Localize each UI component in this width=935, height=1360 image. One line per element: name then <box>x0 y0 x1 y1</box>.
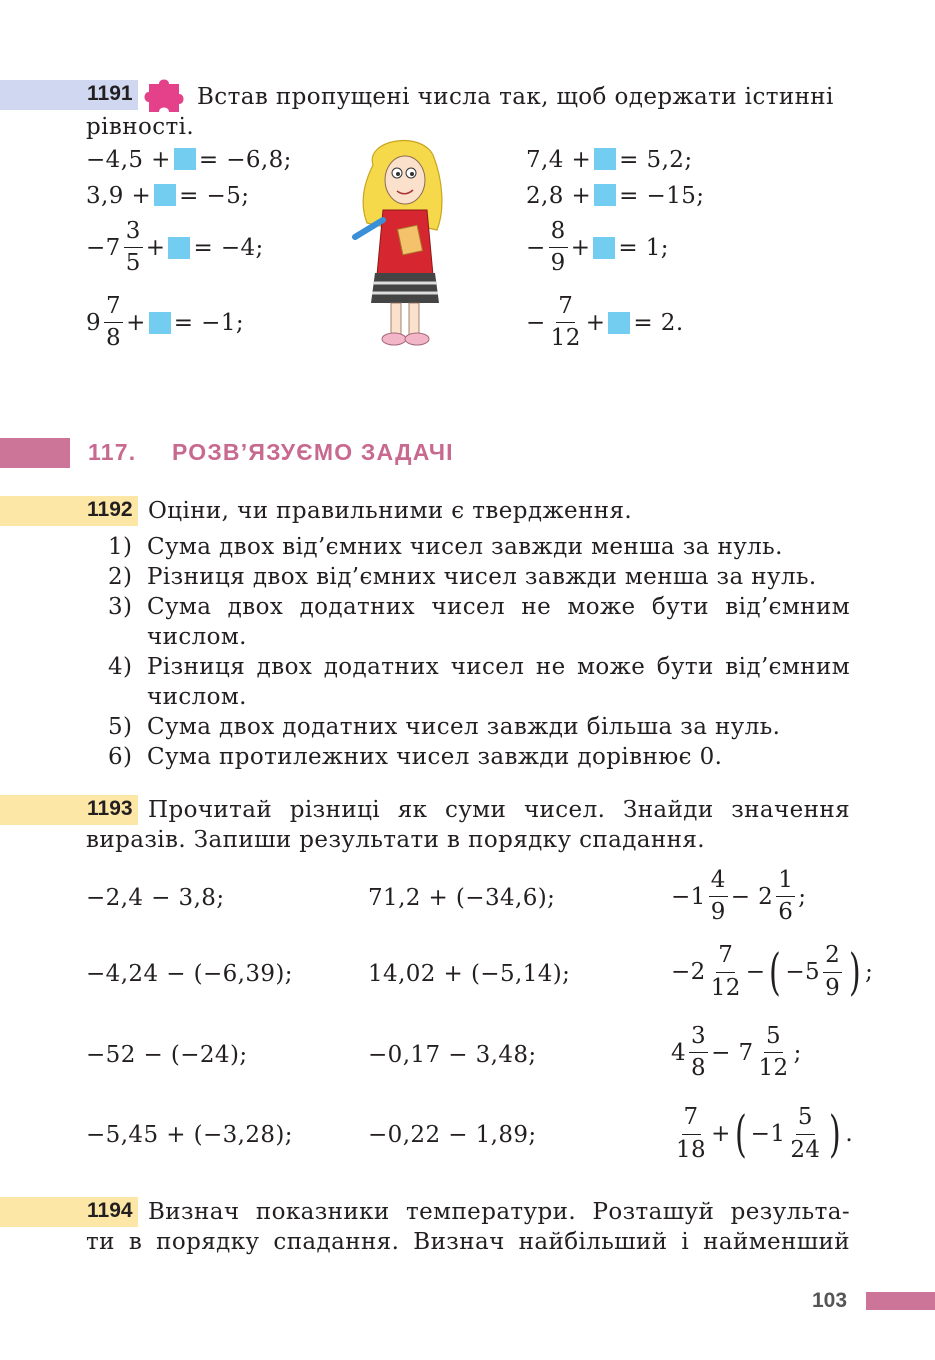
expression <box>671 1024 802 1082</box>
equation-part: + <box>570 234 591 261</box>
section-title: РОЗВ’ЯЗУЄМО ЗАДАЧІ <box>172 439 454 465</box>
denominator: 12 <box>758 1055 789 1082</box>
exercise-number: 1193 <box>87 797 133 820</box>
equation-part: = 5,2; <box>619 147 693 173</box>
equation <box>86 145 292 175</box>
expression: −0,17 − 3,48; <box>368 1042 537 1068</box>
expression-part: −1 <box>750 1121 786 1147</box>
section-bar <box>0 438 70 468</box>
left-paren: ( <box>769 943 782 1001</box>
equation-part: 9 <box>86 309 102 336</box>
equation-part: = −1; <box>173 309 245 336</box>
expression <box>671 1104 853 1164</box>
expression-part: −1 <box>671 883 706 910</box>
blank-box[interactable] <box>168 237 190 259</box>
section-number: 117. <box>88 439 137 465</box>
numerator: 7 <box>716 943 735 972</box>
numerator: 4 <box>709 868 728 897</box>
denominator: 9 <box>550 250 566 277</box>
fraction <box>549 294 583 352</box>
expression <box>671 868 806 926</box>
exercise-text-line: виразів. Запиши результати в порядку спадання. <box>86 827 705 853</box>
exercise-text-line: рівності. <box>86 114 195 140</box>
fraction <box>124 219 143 277</box>
expression: −2,4 − 3,8; <box>86 885 225 911</box>
expression: 14,02 + (−5,14); <box>368 961 571 987</box>
equation <box>526 145 692 175</box>
numerator: 7 <box>104 294 123 323</box>
equation-part: = −15; <box>619 183 705 209</box>
equation-part: = 2. <box>633 309 684 336</box>
list-item: Сума двох додатних чисел завжди більша за нуль. <box>147 714 781 740</box>
equation-part: = −4; <box>193 234 264 261</box>
blank-box[interactable] <box>593 237 615 259</box>
denominator: 8 <box>691 1055 707 1082</box>
girl-illustration <box>345 135 455 353</box>
expression-part: −5 <box>785 959 821 985</box>
exercise-number: 1194 <box>87 1199 133 1222</box>
denominator: 12 <box>710 974 741 1001</box>
equation <box>86 219 264 277</box>
equation <box>86 181 249 211</box>
denominator: 8 <box>106 325 122 352</box>
fraction <box>823 943 842 1001</box>
expression-part: ; <box>793 1039 802 1066</box>
equation <box>526 181 704 211</box>
equation-part: + <box>585 309 606 336</box>
denominator: 18 <box>676 1136 707 1163</box>
equation <box>526 219 669 277</box>
blank-box[interactable] <box>594 148 616 170</box>
list-item-number: 1) <box>108 534 133 560</box>
fraction <box>788 1105 822 1163</box>
list-item-continuation: числом. <box>147 684 247 710</box>
exercise-number: 1191 <box>87 82 133 105</box>
fraction <box>776 868 795 926</box>
fraction <box>549 219 568 277</box>
equation <box>526 294 684 352</box>
equation-part: + <box>145 234 166 261</box>
list-item-continuation: числом. <box>147 624 247 650</box>
puzzle-icon <box>143 76 187 114</box>
fraction <box>674 1105 708 1163</box>
expression <box>671 942 873 1002</box>
numerator: 1 <box>776 868 795 897</box>
numerator: 3 <box>124 219 143 248</box>
list-item-number: 6) <box>108 744 133 770</box>
blank-box[interactable] <box>608 312 630 334</box>
numerator: 7 <box>682 1105 701 1134</box>
page-number-bar <box>866 1292 935 1310</box>
left-paren: ( <box>734 1105 747 1163</box>
exercise-text-line: Встав пропущені числа так, щоб одержати істинні <box>197 84 834 110</box>
equation-part: 7,4 + <box>526 147 592 173</box>
list-item-number: 3) <box>108 594 133 620</box>
denominator: 12 <box>550 325 581 352</box>
equation-part: = 1; <box>618 234 669 261</box>
numerator: 5 <box>796 1105 815 1134</box>
expression-part: − 2 <box>730 883 774 910</box>
equation-part: − <box>526 309 546 336</box>
expression-part: ; <box>798 883 807 910</box>
page-number: 103 <box>812 1289 848 1312</box>
fraction <box>757 1024 791 1082</box>
denominator: 9 <box>825 974 841 1001</box>
right-paren: ) <box>849 943 862 1001</box>
blank-box[interactable] <box>154 184 176 206</box>
fraction <box>689 1024 708 1082</box>
blank-box[interactable] <box>149 312 171 334</box>
numerator: 2 <box>823 943 842 972</box>
list-item: Сума двох додатних чисел не може бути від’ємним <box>147 594 850 620</box>
list-item-number: 4) <box>108 654 133 680</box>
exercise-text-line: Визнач показники температури. Розташуй результа- <box>148 1199 850 1225</box>
exercise-text-line: Прочитай різниці як суми чисел. Знайди значення <box>148 797 850 823</box>
expression: −52 − (−24); <box>86 1042 248 1068</box>
list-item-number: 5) <box>108 714 133 740</box>
denominator: 5 <box>125 250 141 277</box>
fraction <box>709 943 743 1001</box>
expression-part: + <box>711 1121 731 1147</box>
right-paren: ) <box>829 1105 842 1163</box>
denominator: 6 <box>778 899 794 926</box>
numerator: 8 <box>549 219 568 248</box>
denominator: 24 <box>790 1136 821 1163</box>
expression-part: ; <box>865 959 874 985</box>
expression: −4,24 − (−6,39); <box>86 961 293 987</box>
blank-box[interactable] <box>174 148 196 170</box>
expression-part: − 7 <box>711 1039 754 1066</box>
exercise-number: 1192 <box>87 498 133 521</box>
equation-part: = −6,8; <box>198 147 292 173</box>
expression-part: . <box>845 1121 854 1147</box>
equation-part: −7 <box>86 234 121 261</box>
equation-part: −4,5 + <box>86 147 171 173</box>
list-item-number: 2) <box>108 564 133 590</box>
fraction <box>709 868 728 926</box>
exercise-text-line: ти в порядку спадання. Визнач найбільший і найменший <box>86 1229 850 1255</box>
expression: −5,45 + (−3,28); <box>86 1122 293 1148</box>
numerator: 5 <box>764 1024 783 1053</box>
denominator: 9 <box>710 899 726 926</box>
expression: 71,2 + (−34,6); <box>368 885 556 911</box>
expression-part: 4 <box>671 1039 687 1066</box>
equation-part: + <box>126 309 146 336</box>
exercise-text-line: Оціни, чи правильними є твердження. <box>148 498 633 524</box>
equation-part: 2,8 + <box>526 183 592 209</box>
list-item: Різниця двох від’ємних чисел завжди менша за нуль. <box>147 564 817 590</box>
numerator: 3 <box>689 1024 708 1053</box>
expression: −0,22 − 1,89; <box>368 1122 537 1148</box>
fraction <box>104 294 123 352</box>
numerator: 7 <box>556 294 575 323</box>
list-item: Різниця двох додатних чисел не може бути від’ємним <box>147 654 850 680</box>
expression-part: − <box>745 959 766 985</box>
equation-part: − <box>526 234 546 261</box>
list-item: Сума двох від’ємних чисел завжди менша за нуль. <box>147 534 783 560</box>
blank-box[interactable] <box>594 184 616 206</box>
equation-part: 3,9 + <box>86 183 152 209</box>
equation-part: = −5; <box>179 183 250 209</box>
equation <box>86 294 244 352</box>
expression-part: −2 <box>671 959 706 985</box>
list-item: Сума протилежних чисел завжди дорівнює 0. <box>147 744 723 770</box>
